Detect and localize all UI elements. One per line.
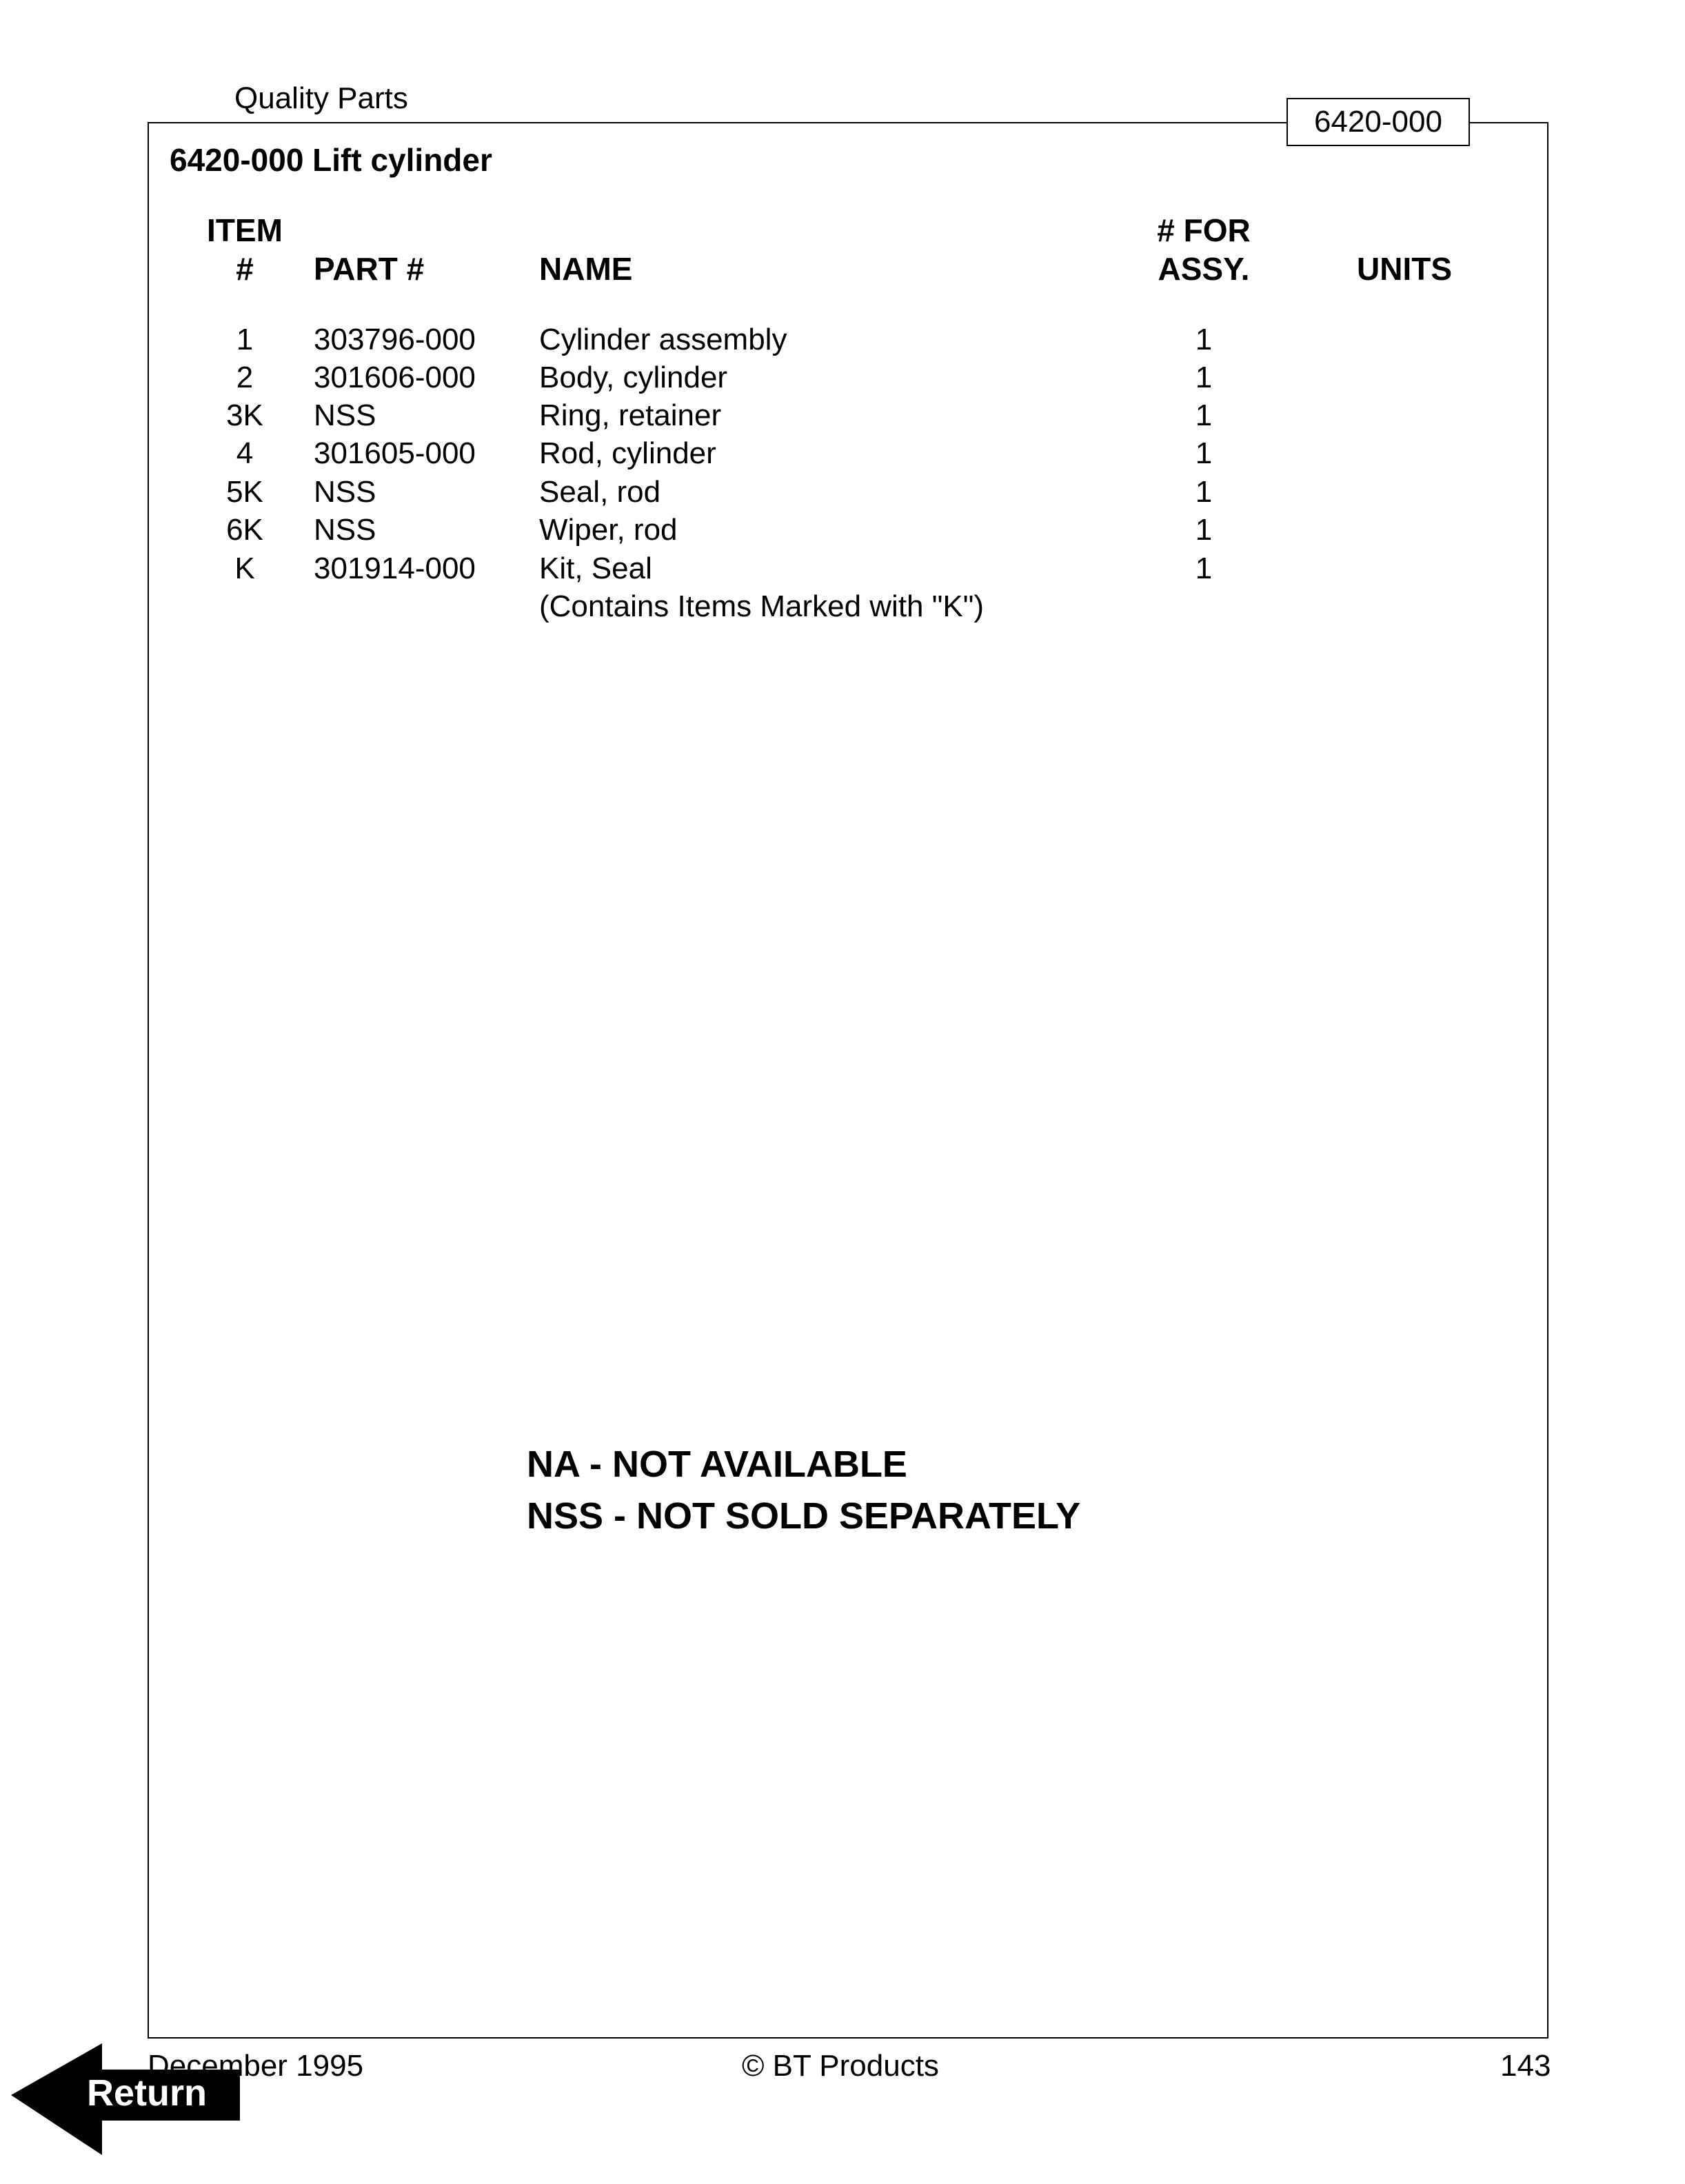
- row-1-part: 303796-000: [314, 323, 476, 356]
- row-7-qty: 1: [1195, 552, 1213, 585]
- row-7-name: Kit, Seal: [539, 552, 652, 585]
- header-item-line1: ITEM: [207, 212, 283, 248]
- row-4-qty: 1: [1195, 436, 1213, 470]
- row-6-name: Wiper, rod: [539, 513, 678, 547]
- row-4-part: 301605-000: [314, 436, 476, 470]
- row-7-item: K: [234, 552, 255, 585]
- return-button-label: Return: [87, 2072, 207, 2114]
- return-button[interactable]: [11, 2043, 240, 2159]
- doc-number-tag: 6420-000: [1287, 98, 1470, 146]
- row-3-item: 3K: [226, 398, 263, 432]
- header-label: Quality Parts: [234, 81, 408, 115]
- row-5-item: 5K: [226, 475, 263, 509]
- row-5-part: NSS: [314, 475, 376, 509]
- header-units: UNITS: [1357, 251, 1452, 287]
- header-part: PART #: [314, 251, 425, 287]
- row-4-name: Rod, cylinder: [539, 436, 716, 470]
- row-1-qty: 1: [1195, 323, 1213, 356]
- footer-date: December 1995: [148, 2049, 364, 2083]
- kit-note: (Contains Items Marked with "K"): [539, 589, 984, 623]
- row-6-qty: 1: [1195, 513, 1213, 547]
- row-6-part: NSS: [314, 513, 376, 547]
- header-item: [196, 211, 293, 288]
- row-3-qty: 1: [1195, 398, 1213, 432]
- row-2-qty: 1: [1195, 361, 1213, 394]
- row-5-qty: 1: [1195, 475, 1213, 509]
- row-1-name: Cylinder assembly: [539, 323, 787, 356]
- header-qty: [1135, 211, 1273, 288]
- footer-copyright: © BT Products: [742, 2049, 939, 2083]
- footer-page-number: 143: [1500, 2049, 1551, 2083]
- note-na: NA - NOT AVAILABLE: [527, 1444, 907, 1485]
- note-nss: NSS - NOT SOLD SEPARATELY: [527, 1495, 1081, 1537]
- row-3-name: Ring, retainer: [539, 398, 722, 432]
- row-2-item: 2: [236, 361, 254, 394]
- row-2-part: 301606-000: [314, 361, 476, 394]
- header-qty-line2: ASSY.: [1158, 251, 1250, 287]
- row-2-name: Body, cylinder: [539, 361, 728, 394]
- header-name: NAME: [539, 251, 633, 287]
- section-title: 6420-000 Lift cylinder: [170, 142, 492, 178]
- header-qty-line1: # FOR: [1157, 212, 1251, 248]
- header-item-line2: #: [236, 251, 254, 287]
- row-7-part: 301914-000: [314, 552, 476, 585]
- row-5-name: Seal, rod: [539, 475, 661, 509]
- row-6-item: 6K: [226, 513, 263, 547]
- row-1-item: 1: [236, 323, 254, 356]
- row-3-part: NSS: [314, 398, 376, 432]
- row-4-item: 4: [236, 436, 254, 470]
